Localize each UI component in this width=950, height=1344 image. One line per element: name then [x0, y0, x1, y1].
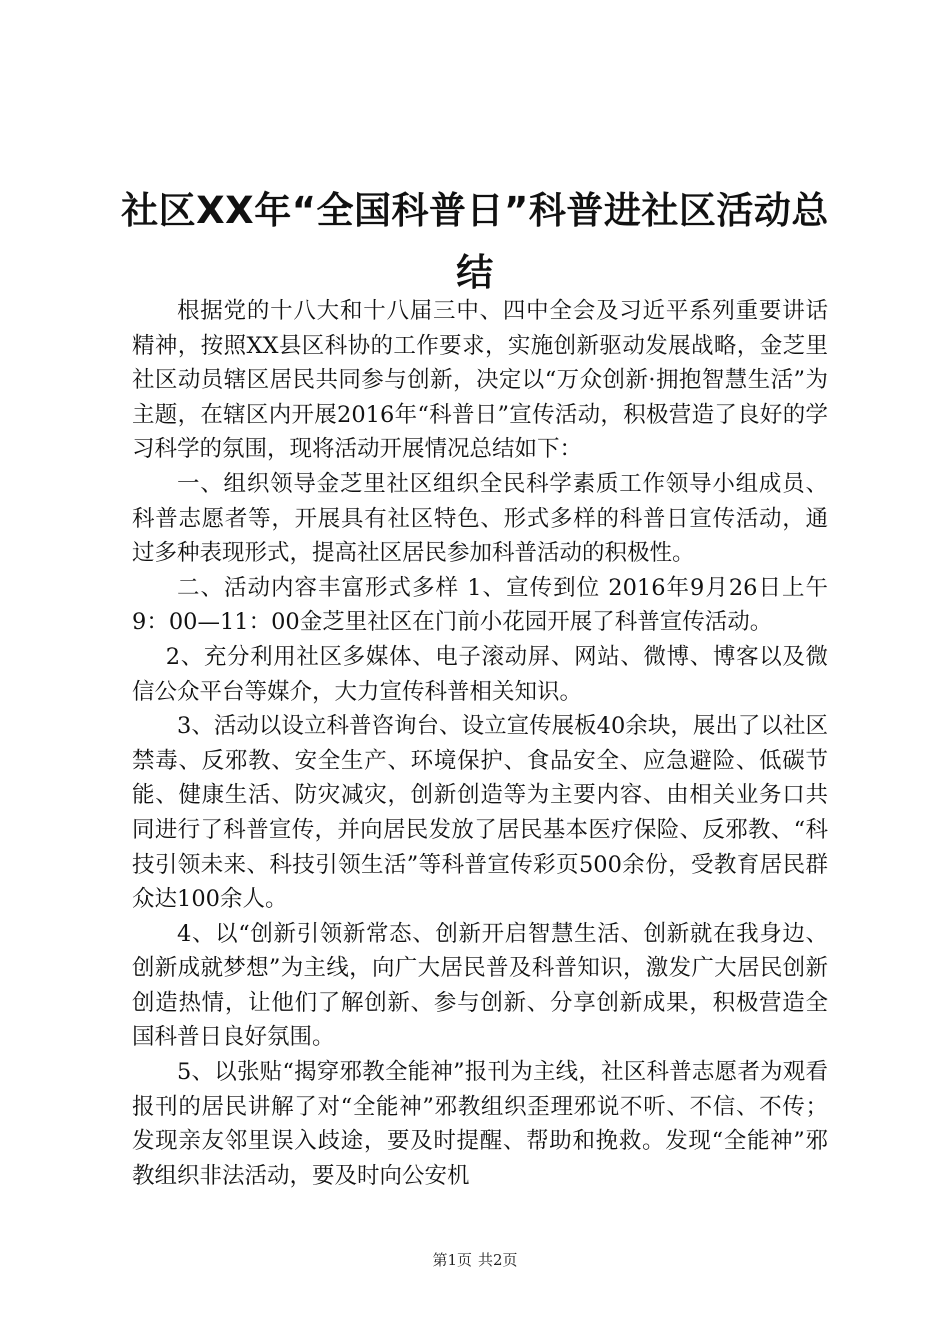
paragraph-intro: 根据党的十八大和十八届三中、四中全会及习近平系列重要讲话精神，按照XX县区科协的工作要求，实施创新驱动发展战略，金芝里社区动员辖区居民共同参与创新，决定以“万众创新·拥抱智慧生活”为主题，在辖区内开展2016年“科普日”宣传活动，积极营造了良好的学习科学的氛围，现将活动开展情况总结如下： [132, 298, 828, 463]
paragraph-item-4: 4、以“创新引领新常态、创新开启智慧生活、创新就在我身边、创新成就梦想”为主线，向广大居民普及科普知识，激发广大居民创新创造热情，让他们了解创新、参与创新、分享创新成果，积极营造全国科普日良好氛围。 [132, 920, 828, 1051]
paragraph-item-3: 3、活动以设立科普咨询台、设立宣传展板40余块，展出了以社区禁毒、反邪教、安全生产、环境保护、食品安全、应急避险、低碳节能、健康生活、防灾减灾，创新创造等为主要内容、由相关业务口共同进行了科普宣传，并向居民发放了居民基本医疗保险、反邪教、“科技引领未来、科技引领生活”等科普宣传彩页500余份，受教育居民群众达100余人。 [132, 713, 828, 913]
paragraph-section-2: 二、活动内容丰富形式多样 1、宣传到位 2016年9月26日上午9：00—11：00金芝里社区在门前小花园开展了科普宣传活动。 [132, 574, 828, 636]
paragraph-item-5: 5、以张贴“揭穿邪教全能神”报刊为主线，社区科普志愿者为观看报刊的居民讲解了对“全能神”邪教组织歪理邪说不听、不信、不传；发现亲友邻里误入歧途，要及时提醒、帮助和挽救。发现“全能神”邪教组织非法活动，要及时向公安机 [132, 1059, 828, 1189]
paragraph-item-2: 2、充分利用社区多媒体、电子滚动屏、网站、微博、博客以及微信公众平台等媒介，大力宣传科普相关知识。 [132, 643, 828, 705]
page-total: 共2页 [478, 1251, 518, 1269]
page-number: 第1页 [432, 1251, 472, 1269]
document-body [132, 294, 828, 1193]
page-footer [0, 1250, 950, 1270]
paragraph-section-1: 一、组织领导金芝里社区组织全民科学素质工作领导小组成员、科普志愿者等，开展具有社区特色、形式多样的科普日宣传活动，通过多种表现形式，提高社区居民参加科普活动的积极性。 [132, 470, 828, 567]
document-title: 社区XX年“全国科普日”科普进社区活动总结 [121, 189, 829, 294]
